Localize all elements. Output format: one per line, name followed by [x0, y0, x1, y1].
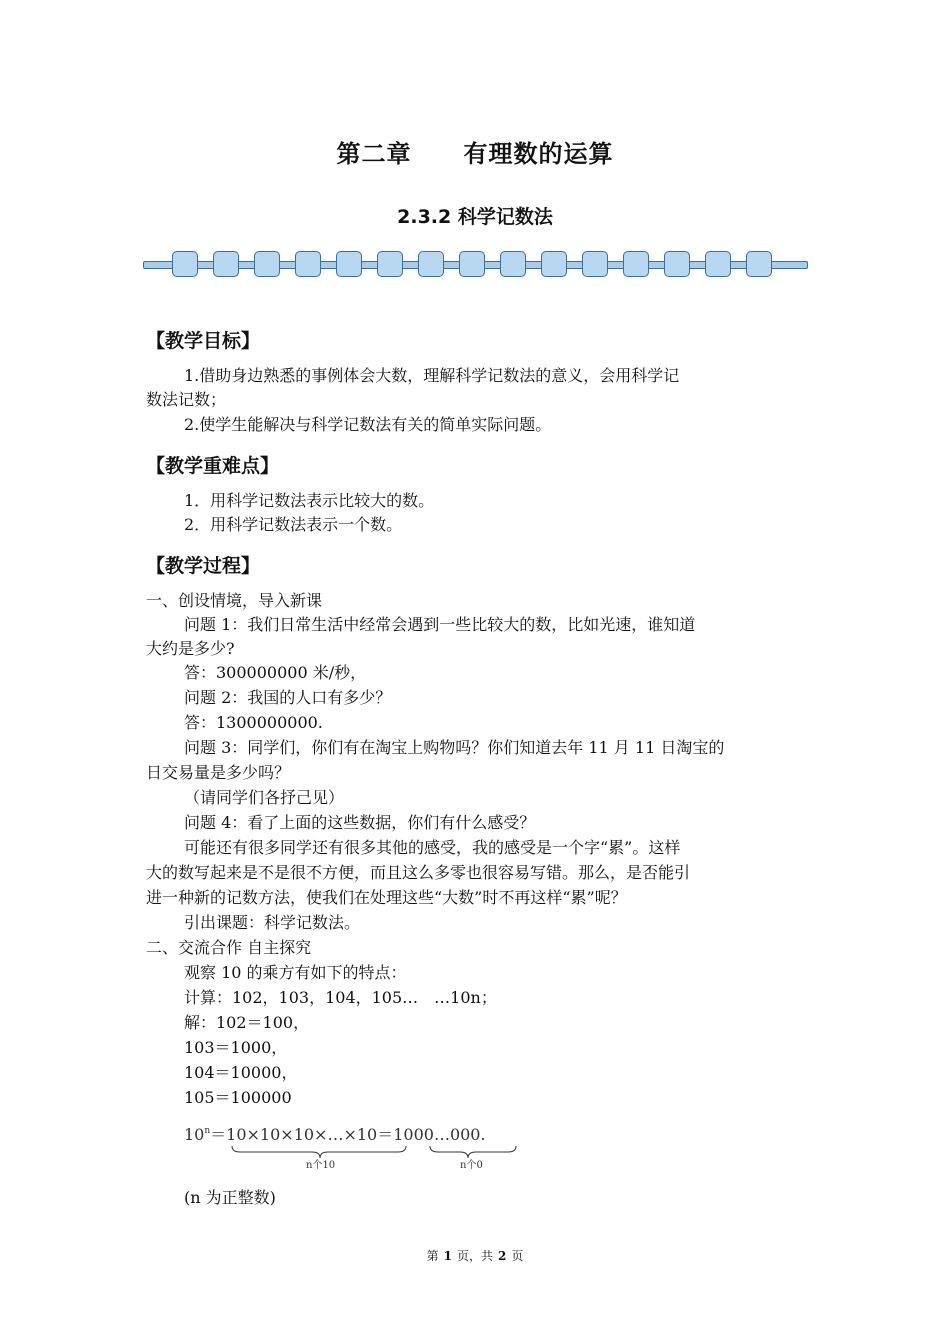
part-1-heading: 一、创设情境，导入新课	[146, 591, 323, 610]
goal-2: 2.使学生能解决与科学记数法有关的简单实际问题。	[184, 415, 552, 434]
question-1-line-1: 问题 1：我们日常生活中经常会遇到一些比较大的数，比如光速，谁知道	[184, 615, 696, 634]
page-footer	[0, 1247, 950, 1264]
formula-body: ＝10×10×10×…×10＝1000…000.	[210, 1125, 486, 1144]
calc-line: 计算：102，103，104，105… …10n；	[184, 988, 497, 1007]
underbrace-factors-label: n个10	[306, 1160, 336, 1171]
decorative-bead-chain	[143, 249, 808, 281]
paragraph-line-3: 进一种新的记数方法，使我们在处理这些“大数”时不再这样“累”呢？	[146, 888, 627, 907]
chain-bead	[541, 251, 567, 277]
chain-bead	[254, 251, 280, 277]
goal-1-line-2: 数法记数；	[146, 390, 227, 409]
chain-bead	[213, 251, 239, 277]
formula-exponent: n	[204, 1126, 211, 1136]
footer-middle: 页，共	[456, 1249, 493, 1263]
footer-page-number: 1	[443, 1249, 452, 1263]
heading-process: 【教学过程】	[146, 555, 261, 577]
chain-bead	[377, 251, 403, 277]
eq-103: 103＝1000，	[184, 1038, 288, 1057]
section-title: 2.3.2 科学记数法	[397, 206, 553, 228]
chain-bead	[582, 251, 608, 277]
question-3-line-2: 日交易量是多少吗？	[146, 763, 291, 782]
goal-1-line-1: 1.借助身边熟悉的事例体会大数，理解科学记数法的意义，会用科学记	[184, 366, 680, 385]
topic-line: 引出课题：科学记数法。	[184, 913, 361, 932]
answer-2: 答：1300000000.	[184, 713, 323, 732]
eq-105: 105＝100000	[184, 1088, 292, 1107]
heading-goals: 【教学目标】	[146, 330, 261, 352]
solution-line: 解：102＝100，	[184, 1013, 310, 1032]
answer-1: 答：300000000 米/秒，	[184, 663, 367, 682]
chain-bead	[336, 251, 362, 277]
formula-base: 10	[184, 1125, 205, 1144]
footer-total-pages: 2	[498, 1249, 507, 1263]
chain-bead	[418, 251, 444, 277]
eq-104: 104＝10000，	[184, 1063, 298, 1082]
footer-prefix: 第	[426, 1249, 439, 1263]
chain-bead	[746, 251, 772, 277]
question-3-line-1: 问题 3：同学们，你们有在淘宝上购物吗？你们知道去年 11 月 11 日淘宝的	[184, 738, 725, 757]
chain-bead	[623, 251, 649, 277]
key-point-1: 1．用科学记数法表示比较大的数。	[184, 491, 435, 510]
chapter-title	[0, 134, 950, 169]
question-2: 问题 2：我国的人口有多少？	[184, 688, 392, 707]
observe-line: 观察 10 的乘方有如下的特点：	[184, 963, 407, 982]
note-n-positive: (n 为正整数)	[184, 1188, 276, 1207]
chapter-number: 第二章	[336, 140, 412, 168]
chain-bead	[664, 251, 690, 277]
underbrace-zeros-label: n个0	[460, 1160, 483, 1171]
chapter-name: 有理数的运算	[463, 140, 614, 168]
heading-key-points: 【教学重难点】	[146, 455, 280, 477]
question-4: 问题 4：看了上面的这些数据，你们有什么感受？	[184, 813, 536, 832]
question-3-note: （请同学们各抒己见）	[184, 788, 345, 807]
chain-bead	[705, 251, 731, 277]
chain-bead	[295, 251, 321, 277]
paragraph-line-1: 可能还有很多同学还有很多其他的感受，我的感受是一个字“累”。这样	[184, 838, 681, 857]
chain-bead	[172, 251, 198, 277]
chain-bead	[459, 251, 485, 277]
paragraph-line-2: 大的数写起来是不是很不方便，而且这么多零也很容易写错。那么，是否能引	[146, 863, 691, 882]
key-point-2: 2．用科学记数法表示一个数。	[184, 515, 403, 534]
footer-suffix: 页	[511, 1249, 524, 1263]
chain-bead	[500, 251, 526, 277]
formula-expression	[184, 1122, 486, 1145]
question-1-line-2: 大约是多少?	[146, 639, 235, 658]
part-2-heading: 二、交流合作 自主探究	[146, 938, 312, 957]
